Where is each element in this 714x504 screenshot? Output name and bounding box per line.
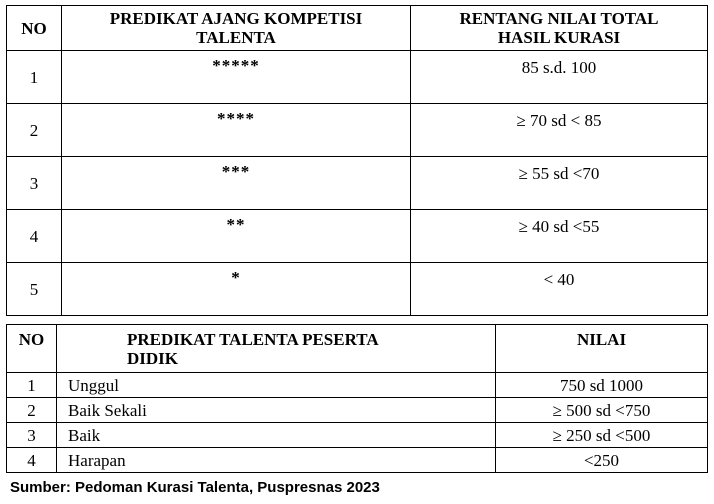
score-range: ≥ 70 sd < 85 [411,104,708,157]
column-header-predikat [62,6,411,51]
table-row [7,157,708,210]
row-number: 1 [7,373,57,398]
predicate-label: Unggul [57,373,496,398]
score-range: ≥ 40 sd <55 [411,210,708,263]
row-number: 2 [7,104,62,157]
star-rating: **** [62,104,411,157]
header-line: TALENTA [196,28,276,47]
row-number: 2 [7,398,57,423]
table-header-row [7,6,708,51]
table-row [7,448,708,473]
column-header-no: NO [7,6,62,51]
header-line: RENTANG NILAI TOTAL [459,9,659,28]
table-row [7,51,708,104]
score-range: ≥ 55 sd <70 [411,157,708,210]
competition-predicate-table [6,5,708,316]
table-row [7,398,708,423]
row-number: 3 [7,157,62,210]
row-number: 3 [7,423,57,448]
score-value: <250 [496,448,708,473]
source-caption: Sumber: Pedoman Kurasi Talenta, Puspresnas 2023 [10,479,380,496]
column-header-no: NO [7,325,57,373]
star-rating: ** [62,210,411,263]
table-row [7,104,708,157]
table-row [7,210,708,263]
table-header-row [7,325,708,373]
table-row [7,423,708,448]
predicate-label: Baik [57,423,496,448]
header-line: PREDIKAT TALENTA PESERTA [127,330,379,349]
score-range: < 40 [411,263,708,316]
predicate-label: Harapan [57,448,496,473]
header-line: HASIL KURASI [497,28,621,47]
star-rating: * [62,263,411,316]
column-header-predikat [57,325,496,373]
row-number: 5 [7,263,62,316]
predicate-label: Baik Sekali [57,398,496,423]
score-value: 750 sd 1000 [496,373,708,398]
score-range: 85 s.d. 100 [411,51,708,104]
table-row [7,373,708,398]
header-line: PREDIKAT AJANG KOMPETISI [109,9,363,28]
star-rating: ***** [62,51,411,104]
column-header-rentang [411,6,708,51]
row-number: 4 [7,210,62,263]
student-talent-predicate-table [6,324,708,473]
row-number: 1 [7,51,62,104]
row-number: 4 [7,448,57,473]
header-line: DIDIK [127,349,179,368]
score-value: ≥ 250 sd <500 [496,423,708,448]
table-row [7,263,708,316]
score-value: ≥ 500 sd <750 [496,398,708,423]
column-header-nilai: NILAI [496,325,708,373]
star-rating: *** [62,157,411,210]
